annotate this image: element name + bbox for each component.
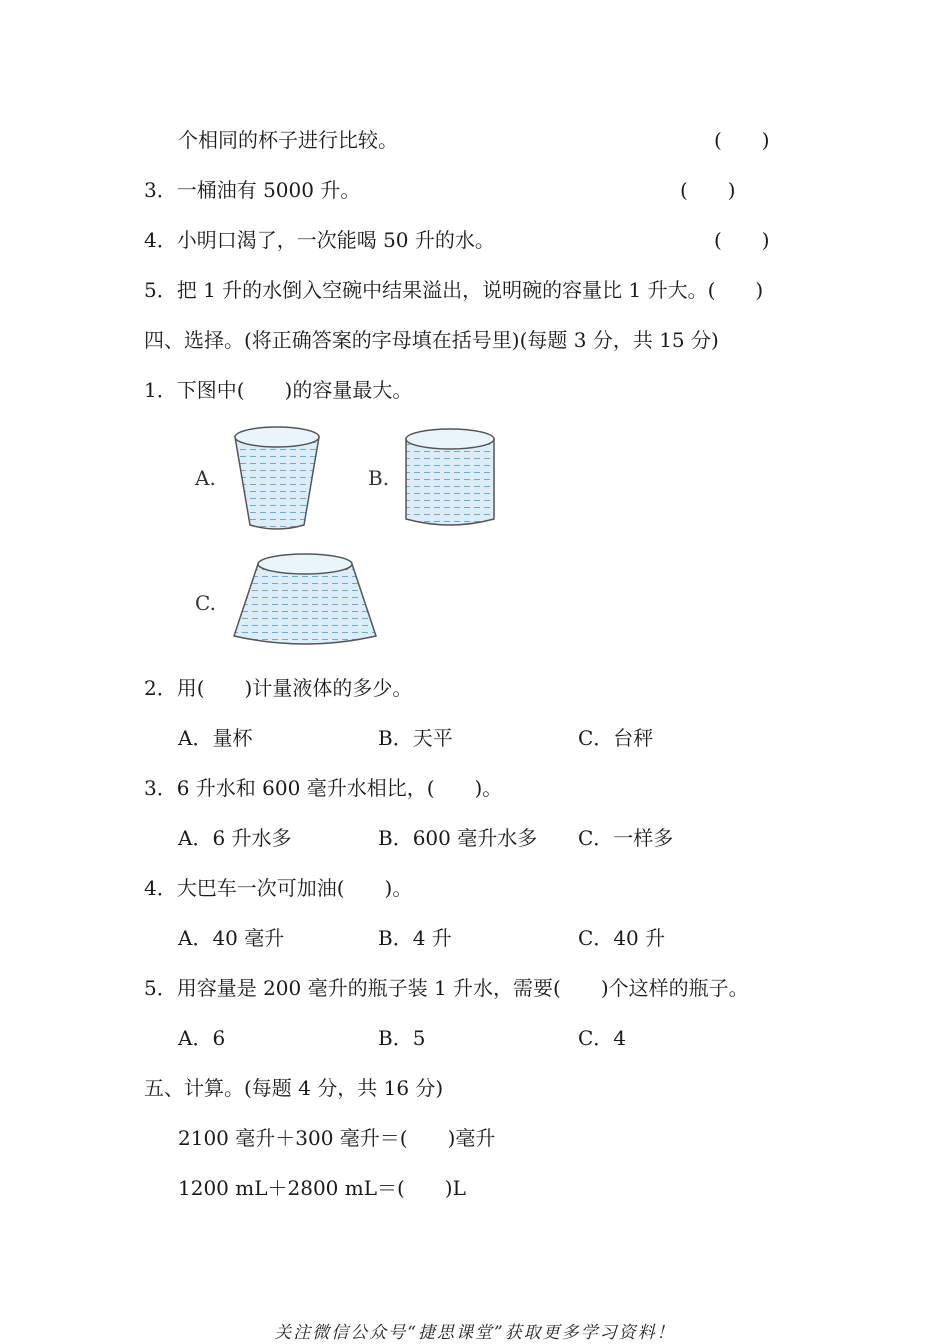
judge-item-3: 3．一桶油有 5000 升。: [144, 178, 361, 202]
answer-blank[interactable]: ( ): [714, 228, 770, 252]
judge-item-5: 5．把 1 升的水倒入空碗中结果溢出，说明碗的容量比 1 升大。( ): [144, 278, 764, 302]
figure-label-c: C.: [195, 591, 216, 615]
q3-option-c[interactable]: C．一样多: [578, 826, 674, 850]
answer-blank[interactable]: ( ): [680, 178, 736, 202]
judge-item-2-tail: 个相同的杯子进行比较。: [178, 128, 398, 152]
q5-option-a[interactable]: A．6: [178, 1026, 226, 1050]
section-title-calc: 五、计算。(每题 4 分，共 16 分): [144, 1076, 444, 1100]
choice-q2: 2．用( )计量液体的多少。: [144, 676, 413, 700]
q2-option-b[interactable]: B．天平: [378, 726, 453, 750]
choice-q4: 4．大巴车一次可加油( )。: [144, 876, 413, 900]
calc-item-2: 1200 mL＋2800 mL＝( )L: [178, 1176, 466, 1200]
q2-option-c[interactable]: C．台秤: [578, 726, 654, 750]
container-a-figure: [230, 425, 325, 533]
q4-option-a[interactable]: A．40 毫升: [178, 926, 285, 950]
figure-label-b: B.: [368, 466, 390, 490]
q4-option-c[interactable]: C．40 升: [578, 926, 666, 950]
q2-option-a[interactable]: A．量杯: [178, 726, 253, 750]
container-b-figure: [404, 427, 496, 531]
choice-q1: 1．下图中( )的容量最大。: [144, 378, 413, 402]
q3-option-b[interactable]: B．600 毫升水多: [378, 826, 538, 850]
q5-option-b[interactable]: B．5: [378, 1026, 426, 1050]
figure-label-a: A.: [195, 466, 216, 490]
container-c-figure: [232, 552, 378, 650]
choice-q3: 3．6 升水和 600 毫升水相比，( )。: [144, 776, 503, 800]
calc-item-1: 2100 毫升＋300 毫升＝( )毫升: [178, 1126, 496, 1150]
judge-item-4: 4．小明口渴了，一次能喝 50 升的水。: [144, 228, 495, 252]
q5-option-c[interactable]: C．4: [578, 1026, 627, 1050]
answer-blank[interactable]: ( ): [714, 128, 770, 152]
choice-q5: 5．用容量是 200 毫升的瓶子装 1 升水，需要( )个这样的瓶子。: [144, 976, 749, 1000]
q4-option-b[interactable]: B．4 升: [378, 926, 452, 950]
q3-option-a[interactable]: A．6 升水多: [178, 826, 292, 850]
section-title-choice: 四、选择。(将正确答案的字母填在括号里)(每题 3 分，共 15 分): [144, 328, 719, 352]
footer-note: 关注微信公众号“捷思课堂”获取更多学习资料！: [274, 1323, 676, 1343]
